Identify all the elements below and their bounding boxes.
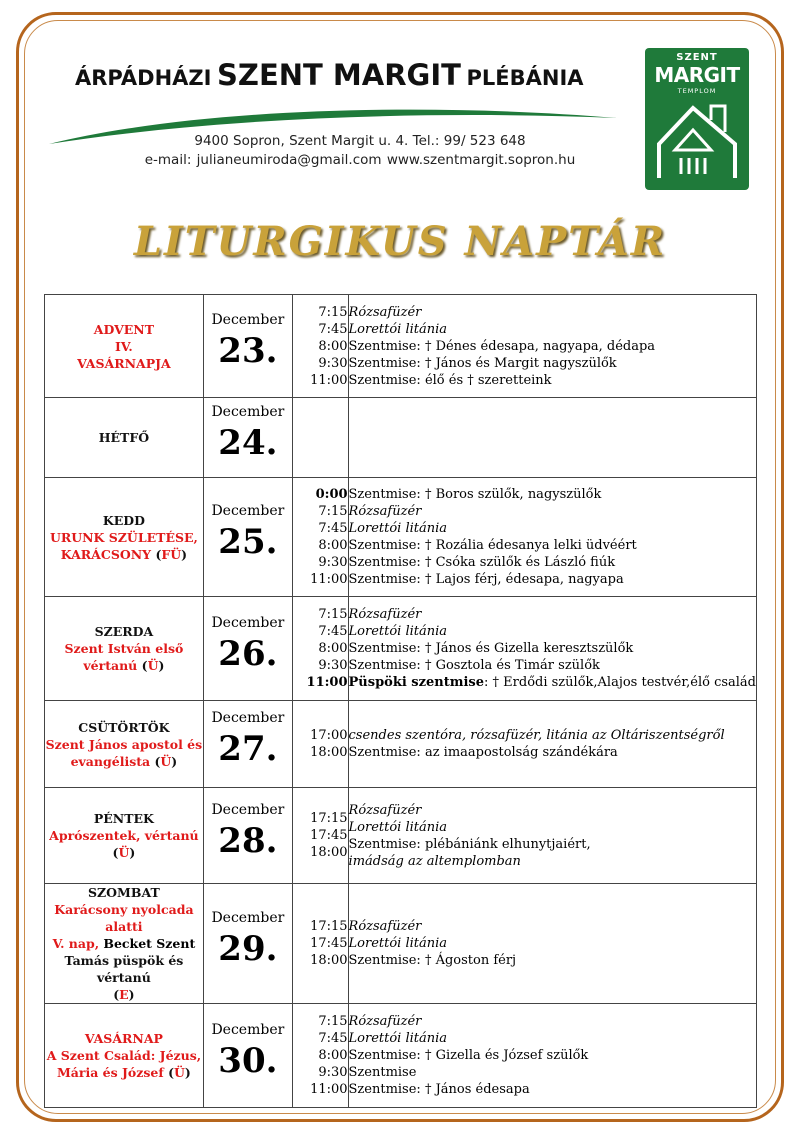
logo-line-1: SZENT [676, 52, 718, 63]
times-cell [292, 478, 348, 597]
event-item: imádság az altemplomban [348, 853, 521, 869]
date-cell [203, 788, 292, 884]
date-cell [203, 701, 292, 788]
event-item: Szentmise [348, 1065, 417, 1080]
rite-open: ( [137, 658, 148, 673]
feast-label: Szent István első vértanú (Ü) [64, 641, 184, 673]
feast-label: Aprószentek, vértanú (Ü) [49, 828, 199, 860]
time-value: 11:00 [306, 675, 348, 690]
date-cell [203, 398, 292, 478]
calendar-row [45, 788, 757, 884]
feast-label: Mária és József (Ü) [56, 1065, 191, 1080]
event-item: Rózsafüzér [348, 802, 422, 818]
times-cell [292, 295, 348, 398]
time-value: 7:45 [318, 321, 348, 337]
calendar-row [45, 1004, 757, 1108]
day-number: 23. [218, 331, 278, 371]
time-value: 0:00 [315, 487, 348, 502]
calendar-row [45, 398, 757, 478]
feast-label: Karácsony nyolcada alatti [54, 902, 194, 934]
time-value: 7:45 [318, 624, 348, 639]
event-item: Rózsafüzér [348, 1014, 422, 1029]
day-name-cell [45, 597, 204, 701]
event-item: Szentmise: † Csóka szülők és László fiúk [348, 555, 616, 570]
feast-label: A Szent Család: Jézus, [46, 1048, 202, 1063]
day-number: 25. [218, 522, 278, 562]
time-value: 18:00 [310, 745, 348, 760]
times-cell [292, 788, 348, 884]
rite-close: ) [184, 1065, 191, 1080]
calendar-table [44, 294, 757, 1108]
time-value: 11:00 [310, 572, 348, 587]
time-value: 11:00 [310, 372, 348, 388]
day-name-cell [45, 398, 204, 478]
event-item: Szentmise: † János és Margit nagyszülők [348, 355, 617, 371]
month-label: December [211, 909, 285, 926]
rite-color-code: Ü [118, 845, 130, 860]
event-item: Szentmise: † Boros szülők, nagyszülők [348, 487, 602, 502]
feast-label: IV. [115, 338, 133, 354]
times-cell [292, 701, 348, 788]
day-name-cell [45, 478, 204, 597]
page-title: LITURGIKUS NAPTÁR [133, 218, 667, 265]
month-label: December [211, 503, 285, 519]
day-name-cell [45, 1004, 204, 1108]
event-item: Szentmise: † Gizella és József szülők [348, 1048, 589, 1063]
events-cell [348, 478, 756, 597]
time-value: 17:00 [310, 728, 348, 743]
feast-label: VASÁRNAP [84, 1031, 163, 1046]
day-number: 29. [218, 928, 278, 969]
events-cell [348, 701, 756, 788]
date-cell [203, 295, 292, 398]
rite-open: ( [113, 987, 120, 1002]
rite-color-code: Ü [147, 658, 159, 673]
month-label: December [211, 710, 285, 726]
event-item: Rózsafüzér [348, 304, 422, 320]
feast-label: VASÁRNAPJA [77, 355, 171, 371]
weekday-label: HÉTFŐ [98, 430, 150, 445]
time-value: 8:00 [318, 538, 348, 553]
time-value: 18:00 [310, 845, 348, 860]
day-name-cell [45, 884, 204, 1004]
church-building-icon [653, 98, 741, 184]
calendar-row [45, 884, 757, 1004]
day-number: 24. [218, 422, 278, 463]
rite-close: ) [129, 845, 136, 860]
rite-close: ) [158, 658, 165, 673]
time-value: 17:15 [310, 919, 348, 934]
times-cell [292, 398, 348, 478]
day-number: 30. [218, 1040, 278, 1081]
event-item: Szentmise: plébániánk elhunytjaiért, [348, 836, 591, 852]
date-cell [203, 597, 292, 701]
time-value: 7:45 [318, 1031, 348, 1046]
rite-line [45, 986, 203, 1003]
church-logo [645, 48, 749, 190]
event-item: Szentmise: élő és † szeretteink [348, 372, 552, 388]
event-item: Szentmise: † János édesapa [348, 1082, 530, 1097]
rite-close: ) [181, 546, 188, 562]
event-item: Szentmise: az imaapostolság szándékára [348, 745, 618, 760]
logo-line-2: MARGIT [654, 63, 740, 87]
day-number: 27. [218, 729, 278, 769]
feast-label: ADVENT [93, 321, 155, 337]
rite-color-code: Ü [174, 1065, 185, 1080]
event-item: Szentmise: † János és Gizella keresztszülők [348, 641, 634, 656]
events-cell [348, 398, 756, 478]
feast-line [45, 935, 203, 952]
rite-color-code: FÜ [161, 546, 182, 562]
time-value: 17:45 [310, 828, 348, 843]
weekday-label: SZERDA [94, 624, 154, 639]
event-item: csendes szentóra, rózsafüzér, litánia az Oltáriszentségről [348, 728, 725, 743]
time-value: 9:30 [318, 1065, 348, 1080]
rite-color-code: Ü [160, 753, 172, 769]
event-item: Rózsafüzér [348, 919, 422, 934]
feast-label: Szent János apostol és [45, 736, 203, 752]
time-value: 11:00 [310, 1082, 348, 1097]
day-name-cell [45, 788, 204, 884]
rite-open: ( [150, 753, 161, 769]
event-item: Szentmise: † Gosztola és Timár szülők [348, 658, 600, 673]
parish-name-main: SZENT MARGIT [217, 58, 461, 92]
day-number: 26. [218, 633, 278, 674]
feast-label-black: Becket Szent [99, 936, 196, 951]
calendar-row [45, 597, 757, 701]
date-cell [203, 1004, 292, 1108]
times-cell [292, 1004, 348, 1108]
event-item: Lorettói litánia [348, 624, 448, 639]
time-value: 7:15 [318, 1014, 348, 1029]
month-label: December [211, 312, 285, 328]
weekday-label: SZOMBAT [88, 885, 160, 900]
event-detail: : † Erdődi szülők,Alajos testvér,élő család [484, 675, 756, 690]
rite-close: ) [171, 753, 178, 769]
feast-label: evangélista (Ü) [70, 753, 178, 769]
rite-color-code: E [119, 987, 129, 1002]
time-value: 17:15 [310, 811, 348, 826]
day-name-cell [45, 295, 204, 398]
feast-label: KARÁCSONY (FÜ) [60, 546, 188, 562]
events-cell [348, 597, 756, 701]
rite-open: ( [151, 546, 162, 562]
time-value: 9:30 [318, 555, 348, 570]
event-title-bold: Püspöki szentmise [348, 675, 485, 690]
event-item: Rózsafüzér [348, 504, 422, 519]
event-item: Szentmise: † Ágoston férj [348, 953, 517, 968]
event-item: Lorettói litánia [348, 321, 448, 337]
event-item [349, 674, 756, 691]
event-item: Szentmise: † Lajos férj, édesapa, nagyapa [348, 572, 624, 587]
event-item: Lorettói litánia [348, 936, 448, 951]
event-item: Szentmise: † Dénes édesapa, nagyapa, dédapa [348, 338, 656, 354]
calendar-row [45, 478, 757, 597]
time-value: 8:00 [318, 641, 348, 656]
event-item: Szentmise: † Rozália édesanya lelki üdvéért [348, 538, 637, 553]
time-value: 7:15 [318, 504, 348, 519]
rite-open: ( [112, 845, 119, 860]
time-value: 8:00 [318, 338, 348, 354]
contact-line: e-mail: julianeumiroda@gmail.com www.szentmargit.sopron.hu [144, 152, 576, 168]
time-value: 9:30 [318, 355, 348, 371]
calendar-row [45, 701, 757, 788]
time-value: 7:45 [318, 521, 348, 536]
time-value: 7:15 [318, 607, 348, 622]
month-label: December [211, 614, 285, 631]
weekday-label: PÉNTEK [93, 811, 154, 826]
times-cell [292, 597, 348, 701]
times-cell [292, 884, 348, 1004]
feast-label-black: Tamás püspök és vértanú [64, 953, 184, 985]
calendar-row [45, 295, 757, 398]
time-value: 8:00 [318, 1048, 348, 1063]
date-cell [203, 478, 292, 597]
events-cell [348, 884, 756, 1004]
time-value: 18:00 [310, 953, 348, 968]
month-label: December [211, 801, 285, 818]
month-label: December [211, 1021, 285, 1038]
date-cell [203, 884, 292, 1004]
month-label: December [211, 403, 285, 420]
events-cell [348, 1004, 756, 1108]
rite-open: ( [163, 1065, 175, 1080]
weekday-label: CSÜTÖRTÖK [78, 719, 170, 735]
rite-close: ) [128, 987, 135, 1002]
event-item: Lorettói litánia [348, 819, 448, 835]
day-name-cell [45, 701, 204, 788]
events-cell [348, 295, 756, 398]
parish-name-post: PLÉBÁNIA [466, 66, 584, 90]
weekday-label: KEDD [102, 512, 145, 528]
time-value: 9:30 [318, 658, 348, 673]
day-number: 28. [218, 820, 278, 861]
parish-name-pre: ÁRPÁDHÁZI [75, 66, 212, 90]
event-item: Lorettói litánia [348, 521, 448, 536]
event-item: Lorettói litánia [348, 1031, 448, 1046]
logo-line-3: TEMPLOM [677, 87, 717, 95]
address-line: 9400 Sopron, Szent Margit u. 4. Tel.: 99/ 523 648 [194, 133, 526, 149]
time-value: 7:15 [318, 304, 348, 320]
events-cell [348, 788, 756, 884]
event-item: Rózsafüzér [348, 607, 422, 622]
time-value: 17:45 [310, 936, 348, 951]
feast-label: URUNK SZÜLETÉSE, [49, 529, 198, 545]
feast-label: V. nap, [52, 936, 100, 951]
parish-name [75, 58, 615, 92]
